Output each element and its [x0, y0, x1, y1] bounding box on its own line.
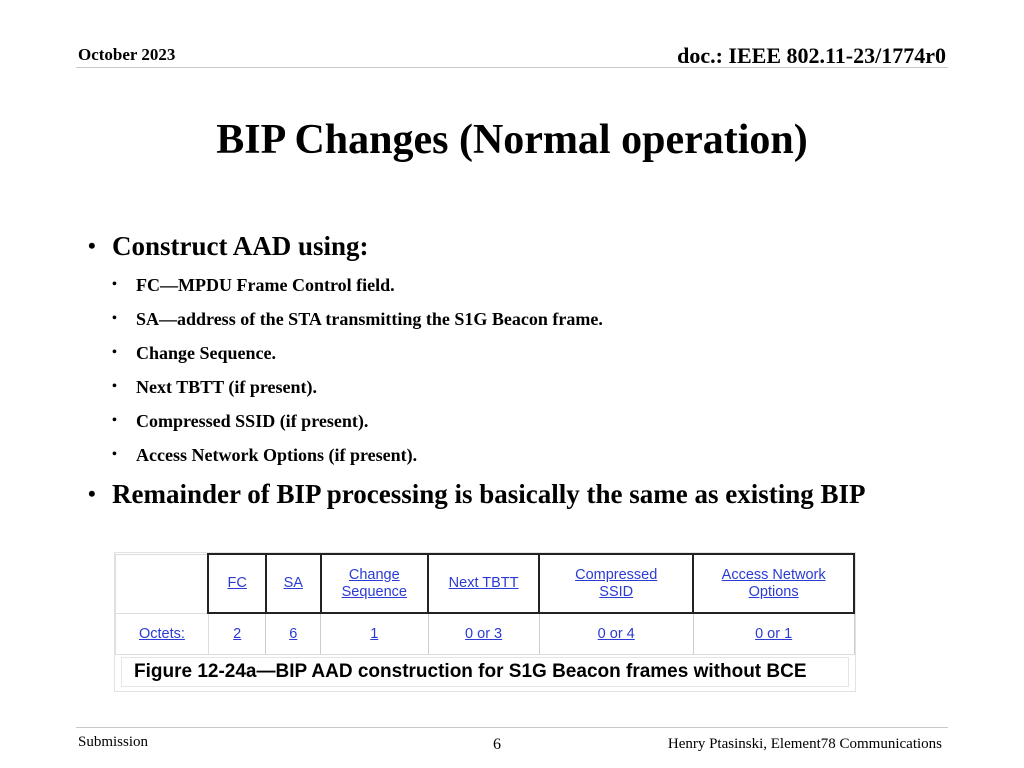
- page-number: 6: [493, 736, 501, 753]
- aad-field-table: [115, 553, 855, 655]
- bullet-remainder: • Remainder of BIP processing is basically the same as existing BIP: [88, 476, 866, 512]
- octets-access-network-options: 0 or 1: [693, 613, 854, 655]
- figure-caption: Figure 12-24a—BIP AAD construction for S1G Beacon frames without BCE: [121, 657, 849, 687]
- bullet-text: Construct AAD using:: [112, 231, 369, 261]
- field-label: SSID: [599, 583, 634, 600]
- octets-row: [116, 613, 855, 655]
- field-header-row: [116, 554, 855, 613]
- field-label: FC: [227, 575, 247, 591]
- field-label: Next TBTT: [448, 575, 519, 591]
- field-label: SA: [283, 575, 303, 591]
- octets-change-sequence: 1: [321, 613, 429, 655]
- octets-fc: 2: [208, 613, 266, 655]
- header-divider: [76, 67, 948, 68]
- bullet-construct-aad: [88, 228, 866, 472]
- field-access-network-options: [693, 554, 854, 613]
- header-date: October 2023: [78, 45, 176, 64]
- sub-bullet-next-tbtt: • Next TBTT (if present).: [112, 370, 866, 404]
- field-label: Change: [348, 566, 400, 583]
- bullet-list: [88, 228, 866, 512]
- field-next-tbtt: [428, 554, 539, 613]
- sub-bullet-access-network-options: • Access Network Options (if present).: [112, 438, 866, 472]
- field-label: Sequence: [341, 583, 407, 600]
- sub-bullet-change-sequence: • Change Sequence.: [112, 336, 866, 370]
- field-fc: [208, 554, 266, 613]
- footer-author: Henry Ptasinski, Element78 Communications: [667, 736, 942, 752]
- field-label: Options: [748, 583, 799, 600]
- sub-bullet-compressed-ssid: • Compressed SSID (if present).: [112, 404, 866, 438]
- sub-bullet-list: [112, 268, 866, 472]
- octets-label: Octets:: [116, 613, 209, 655]
- octets-sa: 6: [266, 613, 321, 655]
- corner-cell: [116, 554, 209, 613]
- footer-submission: Submission: [78, 734, 149, 750]
- figure-bip-aad: [114, 552, 856, 692]
- field-label: Compressed: [575, 566, 658, 583]
- octets-compressed-ssid: 0 or 4: [539, 613, 693, 655]
- octets-next-tbtt: 0 or 3: [428, 613, 539, 655]
- sub-bullet-sa: • SA—address of the STA transmitting the S1G Beacon frame.: [112, 302, 866, 336]
- field-sa: [266, 554, 321, 613]
- slide-title: BIP Changes (Normal operation): [216, 117, 808, 163]
- field-change-sequence: [321, 554, 429, 613]
- field-compressed-ssid: [539, 554, 693, 613]
- field-label: Access Network: [721, 566, 826, 583]
- header-doc-id: doc.: IEEE 802.11-23/1774r0: [677, 43, 946, 68]
- footer-divider: [76, 727, 948, 728]
- sub-bullet-fc: • FC—MPDU Frame Control field.: [112, 268, 866, 302]
